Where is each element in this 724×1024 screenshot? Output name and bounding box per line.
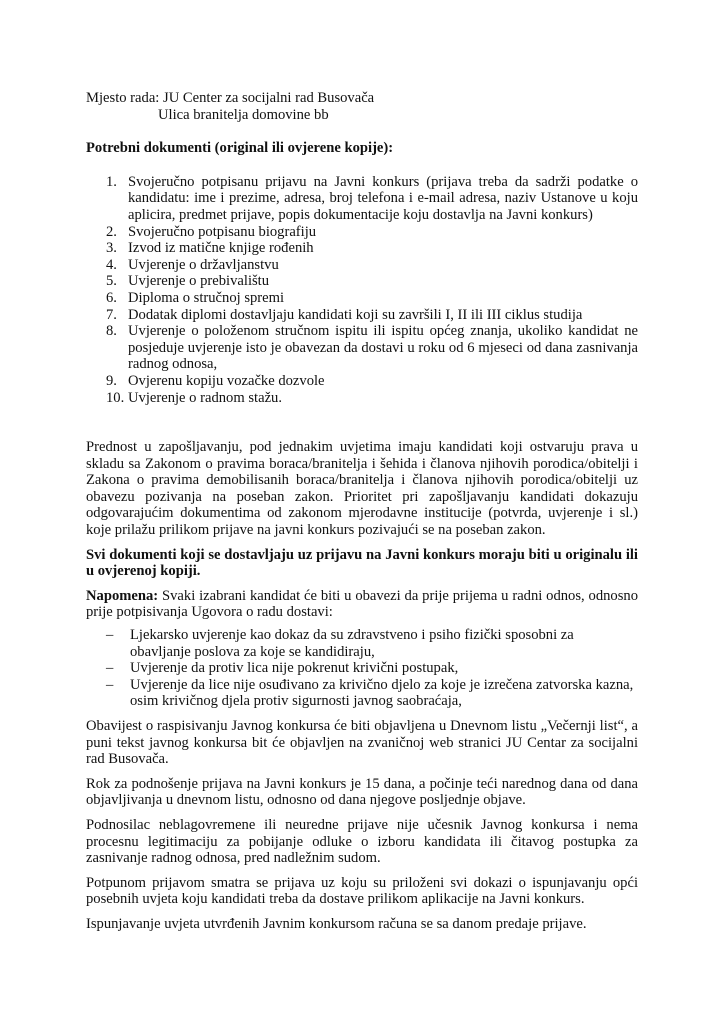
list-item xyxy=(86,373,638,390)
work-location-address: Ulica branitelja domovine bb xyxy=(158,106,329,123)
note-text: Svaki izabrani kandidat će biti u obavezi da prije prijema u radni odnos, odnosno prije potpisivanja Ugovora o radu dostavi: xyxy=(86,587,638,621)
list-item-text: Uvjerenje o radnom stažu. xyxy=(128,389,282,406)
list-item-text: Ovjerenu kopiju vozačke dozvole xyxy=(128,372,325,389)
late-application-paragraph: Podnosilac neblagovremene ili neuredne prijave nije učesnik Javnog konkursa i nema procesnu legitimaciju za pobijanje odluke o izboru kandidata ili čitavog postupka za zasnivanje radnog odnosa, pred nadležnim sudom. xyxy=(86,816,638,867)
dash-bullet: – xyxy=(106,627,114,644)
list-number: 6. xyxy=(106,289,117,306)
list-number: 10. xyxy=(106,389,125,406)
list-item xyxy=(86,240,638,257)
list-item-text: Izvod iz matične knjige rođenih xyxy=(128,240,314,257)
dash-bullet: – xyxy=(106,676,114,693)
dash-bullet: – xyxy=(106,660,114,677)
list-item-text: Uvjerenje da lice nije osuđivano za krivično djelo za koje je izrečena zatvorska kazna, osim krivičnog djela protiv sigurnosti javnog saobraćaja, xyxy=(130,676,634,710)
note-requirements-list xyxy=(86,627,638,710)
note-paragraph xyxy=(86,588,638,621)
list-number: 5. xyxy=(106,273,117,290)
required-documents-list xyxy=(86,174,638,406)
complete-application-paragraph: Potpunom prijavom smatra se prijava uz koju su priloženi svi dokazi o ispunjavanju opći posebnih uvjeta koju kandidati treba da dostave prilikom aplikacije na Javni konkurs. xyxy=(86,874,638,908)
list-item-text: Diploma o stručnoj spremi xyxy=(128,289,285,306)
list-item-text: Svojeručno potpisanu biografiju xyxy=(128,223,317,240)
list-item xyxy=(86,677,638,710)
list-item-text: Uvjerenje da protiv lica nije pokrenut krivični postupak, xyxy=(130,660,459,677)
list-item xyxy=(86,660,638,677)
list-item xyxy=(86,273,638,290)
list-item-text: Svojeručno potpisanu prijavu na Javni konkurs (prijava treba da sadrži podatke o kandidatu: ime i prezime, adresa, broj telefona i e-mail adresa, naziv Ustanove u koju aplicira, predmet prijave, popis dokumentacije koju dostavlja na Javni konkurs) xyxy=(128,173,638,223)
note-label: Napomena: xyxy=(86,587,159,604)
documents-heading: Potrebni dokumenti (original ili ovjerene kopije): xyxy=(86,140,394,157)
conditions-paragraph: Ispunjavanje uvjeta utvrđenih Javnim konkursom računa se sa danom predaje prijave. xyxy=(86,915,587,932)
work-location-label: Mjesto rada: xyxy=(86,90,160,106)
list-number: 7. xyxy=(106,306,117,323)
deadline-paragraph: Rok za podnošenje prijava na Javni konkurs je 15 dana, a počinje teći narednog dana od dana objavljivanja u dnevnom listu, odnosno od dana njegove posljednje objave. xyxy=(86,775,638,809)
list-item xyxy=(86,627,638,660)
all-documents-notice: Svi dokumenti koji se dostavljaju uz prijavu na Javni konkurs moraju biti u originalu ili u ovjerenoj kopiji. xyxy=(86,546,638,580)
list-item xyxy=(86,323,638,373)
list-item xyxy=(86,390,638,407)
list-item-text: Uvjerenje o položenom stručnom ispitu ili ispitu općeg znanja, ukoliko kandidat ne posjeduje uvjerenje isto je obavezan da dostavi u roku od 6 mjeseci od dana zasnivanja radnog odnosa, xyxy=(128,323,638,373)
list-item-text: Dodatak diplomi dostavljaju kandidati koji su završili I, II ili III ciklus studija xyxy=(128,306,583,323)
announcement-paragraph: Obavijest o raspisivanju Javnog konkursa će biti objavljena u Dnevnom listu „Večernji list“, a puni tekst javnog konkursa bit će objavljen na zvaničnoj web stranici JU Centar za socijalni rad Busovača. xyxy=(86,718,638,768)
priority-paragraph: Prednost u zapošljavanju, pod jednakim uvjetima imaju kandidati koji ostvaruju prava u skladu sa Zakonom o pravima boraca/branitelja i šehida i članova njihovih porodica/obitelji i Zakona o pravima demobilisanih boraca/branitelja i članova njihovih porodica/obitelji uz obavezu pozivanja na poseban zakon. Prioritet pri zapošljavanju kandidati dokazuju odgovarajućim dokumentima od zakonom mjerodavne institucije (potvrda, uvjerenje i sl.) koje prilažu prilikom prijave na javni konkurs pozivajući se na poseban zakon. xyxy=(86,439,638,539)
list-number: 9. xyxy=(106,372,117,389)
list-item-text: Uvjerenje o prebivalištu xyxy=(128,273,270,290)
list-number: 1. xyxy=(106,173,117,190)
list-item-text: Ljekarsko uvjerenje kao dokaz da su zdravstveno i psiho fizički sposobni za obavljanje poslova za koje se kandidiraju, xyxy=(130,627,574,660)
list-item xyxy=(86,224,638,241)
list-number: 2. xyxy=(106,223,117,240)
list-item xyxy=(86,174,638,224)
list-item xyxy=(86,290,638,307)
list-item xyxy=(86,307,638,324)
list-item-text: Uvjerenje o državljanstvu xyxy=(128,256,279,273)
list-number: 4. xyxy=(106,256,117,273)
work-location-institution: JU Center za socijalni rad Busovača xyxy=(163,90,375,106)
list-number: 3. xyxy=(106,240,117,257)
work-location xyxy=(86,90,638,123)
list-number: 8. xyxy=(106,323,117,340)
document-page xyxy=(86,90,638,933)
list-item xyxy=(86,257,638,274)
